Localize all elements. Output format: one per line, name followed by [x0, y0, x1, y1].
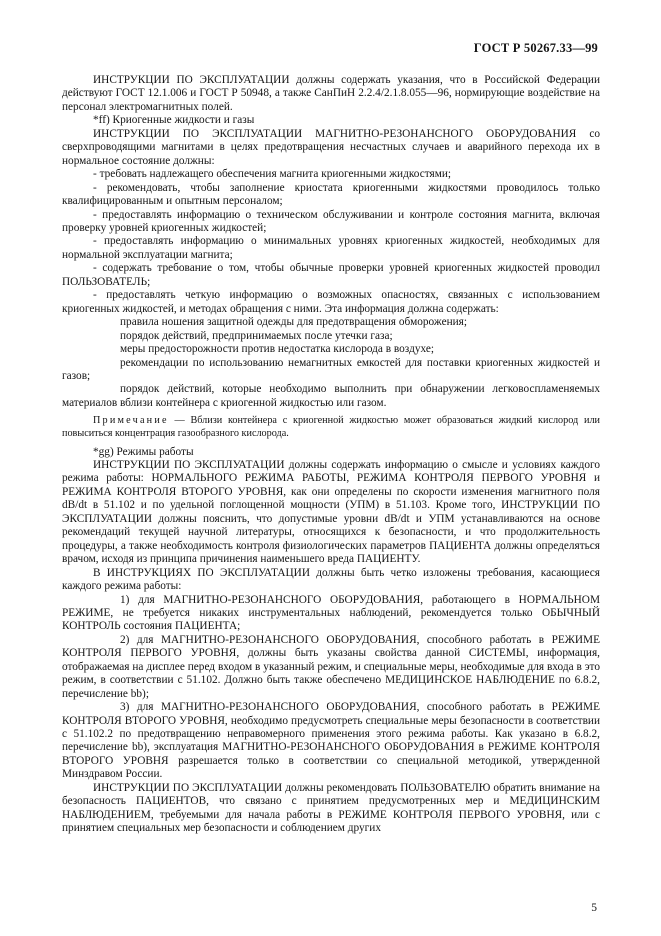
numbered-list-item: 2) для МАГНИТНО-РЕЗОНАНСНОГО ОБОРУДОВАНИЯ, способного работать в РЕЖИМЕ КОНТРОЛЯ ПЕРВОГО УРОВНЯ, должны быть указаны свойства данной СИСТЕМЫ, информация, отображаемая на дисплее перед входом в указанный режим, и специальные меры, необходимые для входа в это режим, в соответствии с 51.102. Должно быть также обеспечено МЕДИЦИНСКОЕ НАБЛЮДЕНИЕ по 6.8.2, перечисление bb);	[62, 633, 600, 700]
list-item: - предоставлять информацию о техническом обслуживании и контроле состояния магнита, включая проверку уровней криогенных жидкостей;	[62, 208, 600, 234]
paragraph-patient-safety: ИНСТРУКЦИИ ПО ЭКСПЛУАТАЦИИ должны рекомендовать ПОЛЬЗОВАТЕЛЮ обратить внимание на безопасность ПАЦИЕНТОВ, что связано с принятием предусмотренных мер и МЕДИЦИНСКИМ НАБЛЮДЕНИЕМ, требуемыми для начала работы в РЕЖИМЕ КОНТРОЛЯ ПЕРВОГО УРОВНЯ, или с принятием специальных мер безопасности и соблюдением других	[62, 781, 600, 835]
paragraph-cryogenic-intro: ИНСТРУКЦИИ ПО ЭКСПЛУАТАЦИИ МАГНИТНО-РЕЗОНАНСНОГО ОБОРУДОВАНИЯ со сверхпроводящими магнитами в целях предотвращения несчастных случаев и аварийного перехода их в нормальное состояние должны:	[62, 127, 600, 167]
note-label: Примечание	[93, 415, 169, 427]
list-item: - предоставлять информацию о минимальных уровнях криогенных жидкостей, необходимых для нормальной эксплуатации магнита;	[62, 235, 600, 261]
list-item: - рекомендовать, чтобы заполнение криостата криогенными жидкостями проводилось только квалифицированным и опытным персоналом;	[62, 181, 600, 208]
paragraph-emf-standards: ИНСТРУКЦИИ ПО ЭКСПЛУАТАЦИИ должны содержать указания, что в Российской Федерации действуют ГОСТ 12.1.006 и ГОСТ Р 50948, а также СанПиН 2.2.4/2.1.8.055—96, нормирующие воздействие на персонал электромагнитных полей.	[62, 74, 600, 113]
note-block	[62, 415, 600, 440]
document-code-header: ГОСТ Р 50267.33—99	[473, 41, 598, 55]
info-list-item: меры предосторожности против недостатка кислорода в воздухе;	[120, 343, 434, 356]
info-list-item: правила ношения защитной одежды для предотвращения обморожения;	[120, 316, 468, 329]
paragraph-modes-description: ИНСТРУКЦИИ ПО ЭКСПЛУАТАЦИИ должны содержать информацию о смысле и условиях каждого режима работы: НОРМАЛЬНОГО РЕЖИМА РАБОТЫ, РЕЖИМА КОНТРОЛЯ ПЕРВОГО УРОВНЯ и РЕЖИМА КОНТРОЛЯ ВТОРОГО УРОВНЯ, как они определены по скорости изменения магнитного поля dB/dt в 51.102 и по удельной поглощенной мощности (УПМ) в 51.103. Кроме того, ИНСТРУКЦИИ ПО ЭКСПЛУАТАЦИИ должны пояснить, что допустимые уровни dB/dt и УПМ устанавливаются на основе рекомендаций текущей научной литературы, относящихся к безопасности, и что продолжительность процедуры, а также необходимость контроля физиологических параметров ПАЦИЕНТА должны определяться врачом, исходя из принципа причинения наименьшего вреда ПАЦИЕНТУ.	[62, 458, 600, 566]
section-heading-operating-modes: *gg) Режимы работы	[93, 445, 194, 458]
info-list-item: рекомендации по использованию немагнитных емкостей для поставки криогенных жидкостей и газов;	[62, 356, 600, 382]
paragraph-modes-requirements: В ИНСТРУКЦИЯХ ПО ЭКСПЛУАТАЦИИ должны быть четко изложены требования, касающиеся каждого режима работы:	[62, 566, 600, 593]
numbered-list-item: 1) для МАГНИТНО-РЕЗОНАНСНОГО ОБОРУДОВАНИЯ, работающего в НОРМАЛЬНОМ РЕЖИМЕ, не требуется никаких инструментальных наблюдений, рекомендуется только ОБЫЧНЫЙ КОНТРОЛЬ состояния ПАЦИЕНТА;	[62, 593, 600, 633]
numbered-list-item: 3) для МАГНИТНО-РЕЗОНАНСНОГО ОБОРУДОВАНИЯ, способного работать в РЕЖИМЕ КОНТРОЛЯ ВТОРОГО УРОВНЯ, необходимо предусмотреть специальные меры безопасности в соответствии с 51.102.2 по предотвращению неправомерного применения этого режима работы. Как указано в 6.8.2, перечисление bb), эксплуатация МАГНИТНО-РЕЗОНАНСНОГО ОБОРУДОВАНИЯ в РЕЖИМЕ КОНТРОЛЯ ВТОРОГО УРОВНЯ разрешается только в соответствии со специальной методикой, утвержденной Минздравом России.	[62, 701, 600, 781]
note-text: — Вблизи контейнера с криогенной жидкостью может образоваться жидкий кислород или повыситься концентрация газообразного кислорода.	[62, 415, 600, 439]
document-body	[62, 74, 600, 836]
page-number: 5	[591, 902, 597, 914]
section-heading-cryogenic: *ff) Криогенные жидкости и газы	[93, 114, 255, 127]
info-list-item: порядок действий, которые необходимо выполнить при обнаружении легковоспламеняемых материалов вблизи контейнера с криогенной жидкостью или газом.	[62, 383, 600, 409]
info-list-item: порядок действий, предпринимаемых после утечки газа;	[120, 329, 393, 342]
list-item: - требовать надлежащего обеспечения магнита криогенными жидкостями;	[93, 168, 452, 181]
list-item: - содержать требование о том, чтобы обычные проверки уровней криогенных жидкостей проводил ПОЛЬЗОВАТЕЛЬ;	[62, 262, 600, 288]
list-item: - предоставлять четкую информацию о возможных опасностях, связанных с использованием криогенных жидкостей, и методах обращения с ними. Эта информация должна содержать:	[62, 289, 600, 315]
